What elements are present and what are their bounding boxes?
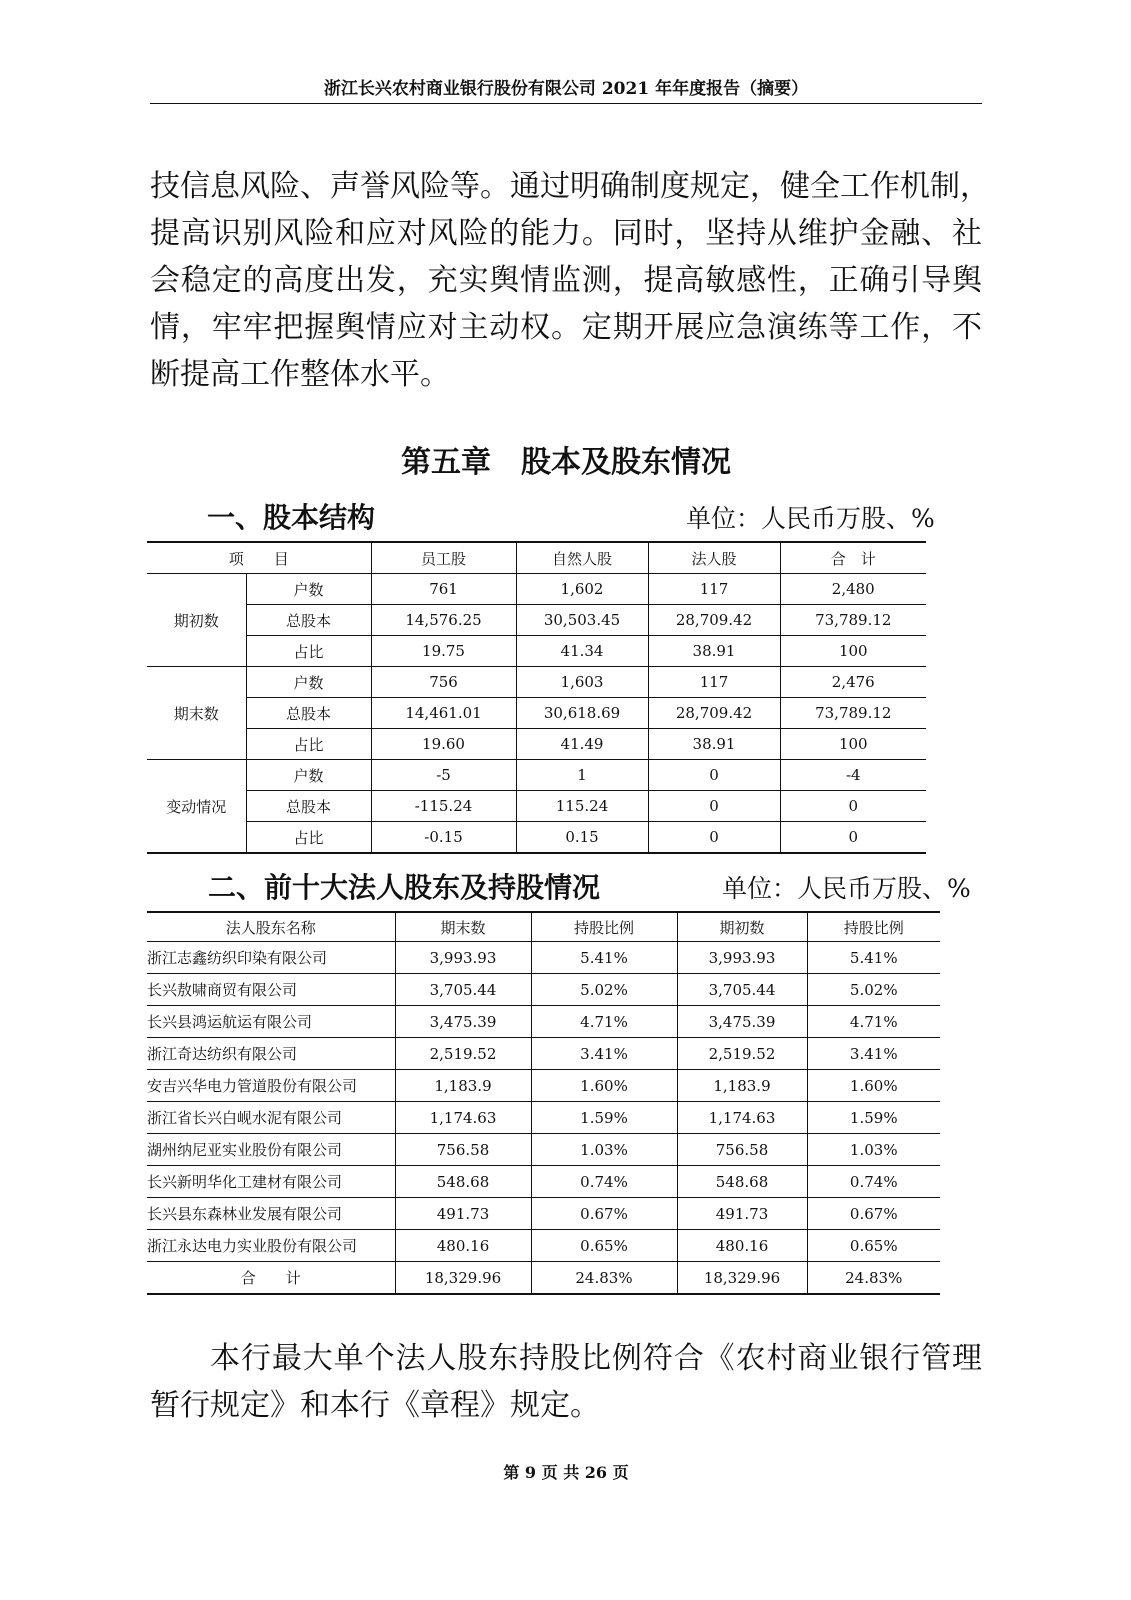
paragraph-line: 情，牢牢把握舆情应对主动权。定期开展应急演练等工作，不 (150, 310, 982, 345)
table-cell: 491.73 (395, 1198, 531, 1230)
table-cell: 3,475.39 (395, 1006, 531, 1038)
paragraph-line: 断提高工作整体水平。 (150, 357, 450, 392)
table-cell: 19.75 (371, 636, 516, 667)
top-shareholders-table (147, 911, 940, 1295)
table-cell: 3,993.93 (677, 942, 807, 974)
unit-label: 单位：人民币万股、% (722, 874, 971, 903)
table-cell: 2,480 (780, 574, 926, 605)
shareholder-name: 长兴敖啸商贸有限公司 (147, 974, 395, 1006)
column-header: 法人股东名称 (147, 912, 395, 942)
table-row (147, 667, 926, 698)
paragraph-line: 会稳定的高度出发，充实舆情监测，提高敏感性，正确引导舆 (150, 263, 982, 298)
table-cell: 756 (371, 667, 516, 698)
compliance-paragraph (150, 1335, 982, 1429)
table-header-row (147, 542, 926, 574)
table-cell: 1,174.63 (395, 1102, 531, 1134)
row-label: 占比 (246, 636, 371, 667)
column-header: 法人股 (648, 542, 780, 574)
row-label: 总股本 (246, 698, 371, 729)
shareholder-name: 长兴新明华化工建材有限公司 (147, 1166, 395, 1198)
table-cell: 4.71% (807, 1006, 940, 1038)
shareholder-name: 湖州纳尼亚实业股份有限公司 (147, 1134, 395, 1166)
table-header-row (147, 912, 940, 942)
row-label: 户数 (246, 760, 371, 791)
table-row (147, 1006, 940, 1038)
table-cell: 1 (516, 760, 648, 791)
table-row (147, 1038, 940, 1070)
table-cell: 1,183.9 (677, 1070, 807, 1102)
table-cell: 41.34 (516, 636, 648, 667)
paragraph-line: 暂行规定》和本行《章程》规定。 (150, 1388, 600, 1423)
table-row (147, 760, 926, 791)
table-cell: 3,705.44 (677, 974, 807, 1006)
table-cell: 2,476 (780, 667, 926, 698)
table-cell: 5.02% (531, 974, 677, 1006)
table-cell: 1.59% (531, 1102, 677, 1134)
table-cell: 19.60 (371, 729, 516, 760)
row-label: 户数 (246, 667, 371, 698)
table-cell: 28,709.42 (648, 605, 780, 636)
shareholder-name: 安吉兴华电力管道股份有限公司 (147, 1070, 395, 1102)
table-cell: 41.49 (516, 729, 648, 760)
shareholder-name: 浙江奇达纺织有限公司 (147, 1038, 395, 1070)
table-cell: 73,789.12 (780, 605, 926, 636)
table-cell: 3.41% (531, 1038, 677, 1070)
table-cell: 3.41% (807, 1038, 940, 1070)
chapter-title: 第五章 股本及股东情况 (401, 445, 731, 480)
table-cell: 0.65% (531, 1230, 677, 1262)
group-label: 变动情况 (147, 760, 246, 854)
table-cell: 1.60% (807, 1070, 940, 1102)
table-cell: 1,174.63 (677, 1102, 807, 1134)
table-cell: 0.74% (807, 1166, 940, 1198)
section-title-top-shareholders: 二、前十大法人股东及持股情况 (208, 871, 601, 904)
table-cell: 1.59% (807, 1102, 940, 1134)
paragraph-line: 提高识别风险和应对风险的能力。同时，坚持从维护金融、社 (150, 216, 982, 251)
shareholder-name: 长兴县东森林业发展有限公司 (147, 1198, 395, 1230)
table-row (147, 1230, 940, 1262)
column-header: 期末数 (395, 912, 531, 942)
table-cell: 0.65% (807, 1230, 940, 1262)
table-cell: -5 (371, 760, 516, 791)
table-row (147, 1070, 940, 1102)
table-cell: 1.03% (531, 1134, 677, 1166)
table-row (147, 974, 940, 1006)
table-cell: 5.41% (807, 942, 940, 974)
header-divider (150, 103, 982, 104)
table-cell: 3,993.93 (395, 942, 531, 974)
shareholder-name: 浙江永达电力实业股份有限公司 (147, 1230, 395, 1262)
table-cell: 18,329.96 (395, 1262, 531, 1295)
table-cell: 1,602 (516, 574, 648, 605)
table-row (147, 1166, 940, 1198)
table-cell: 100 (780, 636, 926, 667)
table-cell: 0.67% (807, 1198, 940, 1230)
table-cell: 756.58 (395, 1134, 531, 1166)
table-cell: 0 (648, 822, 780, 854)
table-row (147, 1102, 940, 1134)
table-cell: 117 (648, 667, 780, 698)
table-cell: 2,519.52 (395, 1038, 531, 1070)
table-cell: 14,461.01 (371, 698, 516, 729)
table-cell: 480.16 (677, 1230, 807, 1262)
column-header: 合 计 (780, 542, 926, 574)
table-cell: 0 (780, 791, 926, 822)
table-cell: 4.71% (531, 1006, 677, 1038)
table-row (147, 942, 940, 974)
row-label: 占比 (246, 822, 371, 854)
table-cell: 0 (648, 760, 780, 791)
share-capital-table (147, 541, 926, 854)
table-cell: 2,519.52 (677, 1038, 807, 1070)
column-header: 员工股 (371, 542, 516, 574)
table-row (147, 791, 926, 822)
column-header: 持股比例 (807, 912, 940, 942)
group-label: 期初数 (147, 574, 246, 667)
table-cell: 548.68 (677, 1166, 807, 1198)
row-label: 户数 (246, 574, 371, 605)
table-cell: -0.15 (371, 822, 516, 854)
table-cell: 1,183.9 (395, 1070, 531, 1102)
table-cell: 38.91 (648, 729, 780, 760)
table-cell: 548.68 (395, 1166, 531, 1198)
table-row (147, 1134, 940, 1166)
table-row (147, 822, 926, 854)
table-cell: 0.15 (516, 822, 648, 854)
group-label: 期末数 (147, 667, 246, 760)
table-cell: 756.58 (677, 1134, 807, 1166)
table-cell: 24.83% (807, 1262, 940, 1295)
table-cell: 100 (780, 729, 926, 760)
table-cell: 115.24 (516, 791, 648, 822)
page-number: 第 9 页 共 26 页 (503, 1463, 629, 1482)
table-cell: 1.60% (531, 1070, 677, 1102)
column-header: 持股比例 (531, 912, 677, 942)
table-cell: 1.03% (807, 1134, 940, 1166)
column-header: 自然人股 (516, 542, 648, 574)
table-cell: 30,618.69 (516, 698, 648, 729)
table-row (147, 574, 926, 605)
table-row (147, 729, 926, 760)
table-cell: 28,709.42 (648, 698, 780, 729)
table-cell: 117 (648, 574, 780, 605)
row-label: 总股本 (246, 605, 371, 636)
table-cell: 3,705.44 (395, 974, 531, 1006)
table-cell: -115.24 (371, 791, 516, 822)
paragraph-line: 本行最大单个法人股东持股比例符合《农村商业银行管理 (210, 1341, 982, 1376)
table-cell: 0.67% (531, 1198, 677, 1230)
table-cell: 5.02% (807, 974, 940, 1006)
table-cell: 5.41% (531, 942, 677, 974)
column-header: 期初数 (677, 912, 807, 942)
total-row (147, 1262, 940, 1295)
table-cell: 73,789.12 (780, 698, 926, 729)
table-cell: 1,603 (516, 667, 648, 698)
table-row (147, 636, 926, 667)
paragraph-line: 技信息风险、声誉风险等。通过明确制度规定，健全工作机制， (150, 169, 990, 204)
risk-management-paragraph (150, 163, 990, 398)
table-cell: -4 (780, 760, 926, 791)
table-cell: 38.91 (648, 636, 780, 667)
shareholder-name: 浙江省长兴白岘水泥有限公司 (147, 1102, 395, 1134)
column-header: 项 目 (147, 542, 371, 574)
table-cell: 0.74% (531, 1166, 677, 1198)
shareholder-name: 浙江志鑫纺织印染有限公司 (147, 942, 395, 974)
total-label: 合 计 (147, 1262, 395, 1295)
table-cell: 18,329.96 (677, 1262, 807, 1295)
table-cell: 0 (780, 822, 926, 854)
table-cell: 761 (371, 574, 516, 605)
table-cell: 14,576.25 (371, 605, 516, 636)
table-row (147, 605, 926, 636)
table-cell: 3,475.39 (677, 1006, 807, 1038)
table-row (147, 698, 926, 729)
table-cell: 30,503.45 (516, 605, 648, 636)
unit-label: 单位：人民币万股、% (686, 504, 935, 533)
row-label: 占比 (246, 729, 371, 760)
table-row (147, 1198, 940, 1230)
table-cell: 24.83% (531, 1262, 677, 1295)
table-cell: 0 (648, 791, 780, 822)
running-header: 浙江长兴农村商业银行股份有限公司 2021 年年度报告（摘要） (323, 79, 809, 99)
table-cell: 491.73 (677, 1198, 807, 1230)
shareholder-name: 长兴县鸿运航运有限公司 (147, 1006, 395, 1038)
row-label: 总股本 (246, 791, 371, 822)
table-cell: 480.16 (395, 1230, 531, 1262)
section-title-share-structure: 一、股本结构 (207, 501, 376, 534)
